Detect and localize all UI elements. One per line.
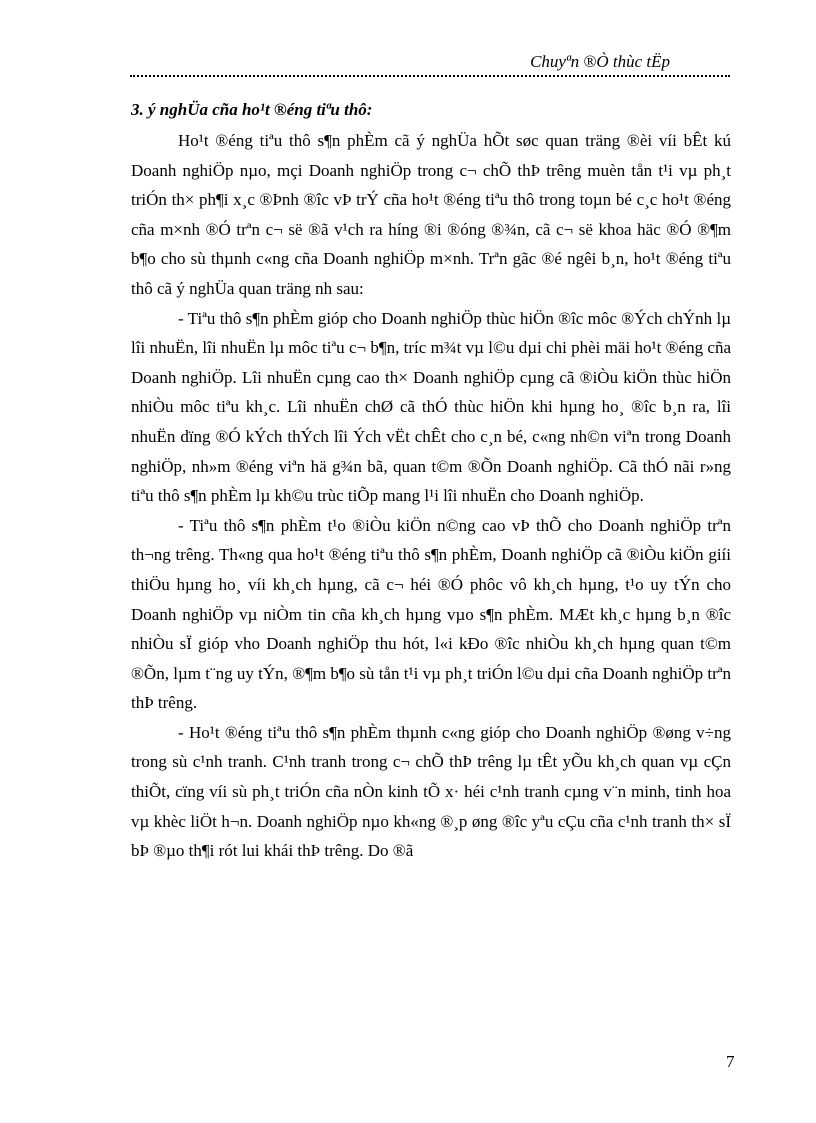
header-title: Chuyªn ®Ò thùc tËp [530,52,670,71]
page-number: 7 [726,1052,735,1071]
paragraph-position: - Tiªu thô s¶n phÈm t¹o ®iÒu kiÖn n©ng cao vÞ thÕ cho Doanh nghiÖp trªn th¬ng trêng. Th«ng qua ho¹t ®éng tiªu thô s¶n phÈm, Doanh nghiÖp cã ®iÒu kiÖn giíi thiÖu hµng ho¸ víi kh¸ch hµng, cã c¬ héi ®Ó phôc vô kh¸ch hµng, t¹o uy tÝn cho Doanh nghiÖp vµ niÒm tin cña kh¸ch hµng vµo s¶n phÈm. MÆt kh¸c hµng b¸n ®îc nhiÒu sÏ gióp vho Doanh nghiÖp thu hót, l«i kÐo ®îc nhiÒu kh¸ch hµng quan t©m ®Õn, lµm t¨ng uy tÝn, ®¶m b¶o sù tån t¹i vµ ph¸t triÓn l©u dµi cña Doanh nghiÖp trªn thÞ trêng. [131,515,731,713]
section-heading: 3. ý nghÜa cña ho¹t ®éng tiªu thô: [131,100,373,119]
page-header [130,48,730,78]
paragraph-competition: - Ho¹t ®éng tiªu thô s¶n phÈm thµnh c«ng gióp cho Doanh nghiÖp ®øng v÷ng trong sù c¹nh tranh. C¹nh tranh trong c¬ chÕ thÞ trêng lµ tÊt yÕu kh¸ch quan vµ cÇn thiÕt, cïng víi sù ph¸t triÓn cña nÒn kinh tÕ x· héi c¹nh tranh cµng v¨n minh, tinh hoa vµ khèc liÖt h¬n. Doanh nghiÖp nµo kh«ng ®¸p øng ®îc yªu cÇu cña c¹nh tranh th× sÏ bÞ ®µo th¶i rót lui khái thÞ trêng. Do ®ã [131,722,731,861]
document-body [131,95,731,866]
paragraph-intro: Ho¹t ®éng tiªu thô s¶n phÈm cã ý nghÜa hÕt søc quan träng ®èi víi bÊt kú Doanh nghiÖp nµo, mçi Doanh nghiÖp trong c¬ chÕ thÞ trêng muèn tån t¹i vµ ph¸t triÓn th× ph¶i x¸c ®Þnh ®îc vÞ trÝ cña ho¹t ®éng tiªu thô trong toµn bé c¸c ho¹t ®éng cña m×nh ®Ó trªn c¬ së ®ã v¹ch ra híng ®i ®óng ®¾n, cã c¬ së khoa häc ®Ó ®¶m b¶o cho sù thµnh c«ng cña Doanh nghiÖp m×nh. Trªn gãc ®é ngêi b¸n, ho¹t ®éng tiªu thô cã ý nghÜa quan träng nh sau: [131,131,731,298]
paragraph-profit: - Tiªu thô s¶n phÈm gióp cho Doanh nghiÖp thùc hiÖn ®îc môc ®Ých chÝnh lµ lîi nhuËn, lîi nhuËn lµ môc tiªu c¬ b¶n, tríc m¾t vµ l©u dµi chi phèi mäi ho¹t ®éng cña Doanh nghiÖp. Lîi nhuËn cµng cao th× Doanh nghiÖp cµng cã ®iÒu kiÖn thùc hiÖn nhiÒu môc tiªu kh¸c. Lîi nhuËn chØ cã thÓ thùc hiÖn khi hµng ho¸ ®îc b¸n ra, lîi nhuËn dïng ®Ó kÝch thÝch lîi Ých vËt chÊt cho c¸n bé, c«ng nh©n viªn trong Doanh nghiÖp, nh»m ®éng viªn hä g¾n bã, quan t©m ®Õn Doanh nghiÖp. Cã thÓ nãi r»ng tiªu thô s¶n phÈm lµ kh©u trùc tiÕp mang l¹i lîi nhuËn cho Doanh nghiÖp. [131,308,731,506]
header-dotted-rule [130,75,730,77]
